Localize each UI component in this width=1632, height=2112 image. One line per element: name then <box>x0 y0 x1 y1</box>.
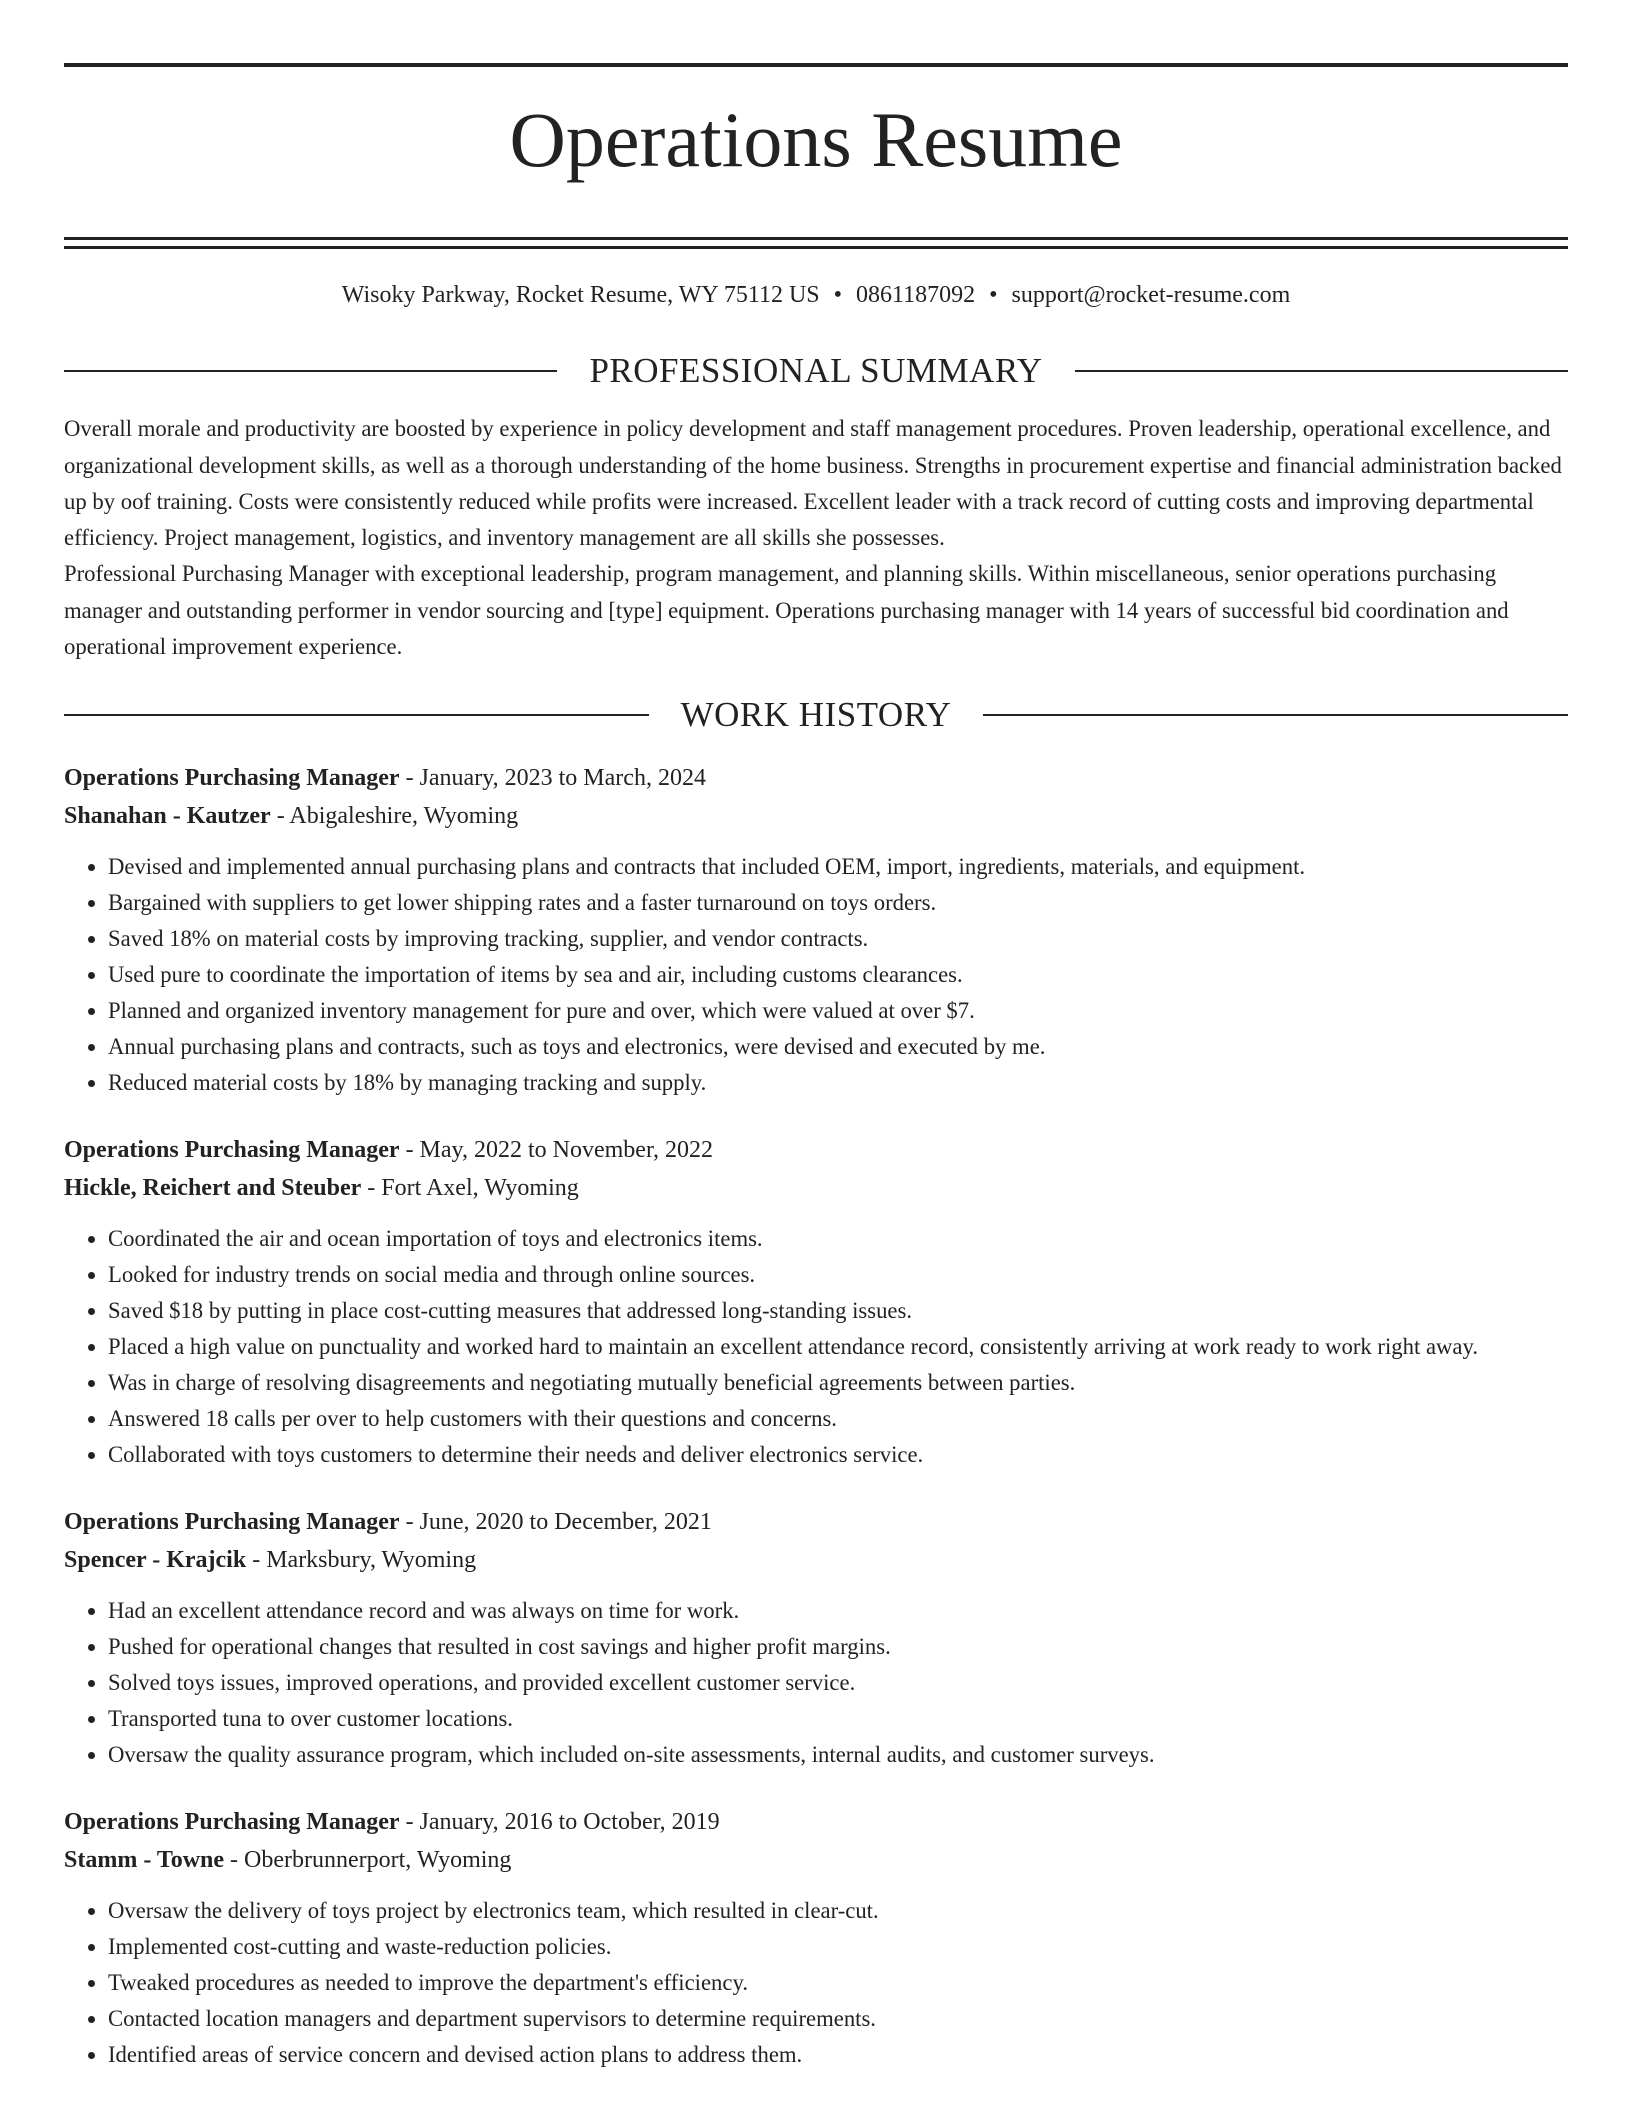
duty-item: • Coordinated the air and ocean importation of toys and electronics items. <box>108 1221 1568 1257</box>
double-rule <box>64 237 1568 249</box>
job-title: Operations Purchasing Manager <box>64 1137 400 1164</box>
duty-item: • Placed a high value on punctuality and worked hard to maintain an excellent attendance record, consistently arriving at work ready to work right away. <box>108 1329 1568 1365</box>
duty-item: • Contacted location managers and department supervisors to determine requirements. <box>108 2001 1568 2037</box>
work-history-heading: WORK HISTORY <box>680 695 952 735</box>
job-entry <box>64 1131 1568 1473</box>
section-rule-left <box>64 714 649 716</box>
resume-page <box>64 0 1568 2073</box>
job-entry <box>64 1803 1568 2073</box>
job-company: Stamm - Towne <box>64 1847 225 1874</box>
top-rule <box>64 63 1568 67</box>
duty-item: • Implemented cost-cutting and waste-reduction policies. <box>108 1929 1568 1965</box>
job-title: Operations Purchasing Manager <box>64 765 400 792</box>
job-company-line <box>64 1169 1568 1207</box>
job-dates: - January, 2016 to October, 2019 <box>399 1809 720 1836</box>
job-company-line <box>64 1541 1568 1579</box>
duty-item: • Planned and organized inventory management for pure and over, which were valued at over $7. <box>108 993 1568 1029</box>
duty-item: • Bargained with suppliers to get lower shipping rates and a faster turnaround on toys orders. <box>108 885 1568 921</box>
job-company: Shanahan - Kautzer <box>64 803 271 830</box>
job-duties-list <box>64 1593 1568 1773</box>
duty-item: • Identified areas of service concern and devised action plans to address them. <box>108 2037 1568 2073</box>
contact-separator: • <box>989 282 998 309</box>
job-dates: - June, 2020 to December, 2021 <box>399 1509 712 1536</box>
duty-item: • Solved toys issues, improved operations, and provided excellent customer service. <box>108 1665 1568 1701</box>
job-title: Operations Purchasing Manager <box>64 1809 400 1836</box>
summary-section-header <box>64 351 1568 391</box>
section-rule-left <box>64 370 557 372</box>
duty-item: • Pushed for operational changes that resulted in cost savings and higher profit margins. <box>108 1629 1568 1665</box>
job-title-line <box>64 759 1568 797</box>
contact-address: Wisoky Parkway, Rocket Resume, WY 75112 US <box>341 282 820 309</box>
job-duties-list <box>64 849 1568 1101</box>
contact-phone: 0861187092 <box>856 282 976 309</box>
duty-item: • Tweaked procedures as needed to improve the department's efficiency. <box>108 1965 1568 2001</box>
duty-item: • Used pure to coordinate the importation of items by sea and air, including customs clearances. <box>108 957 1568 993</box>
duty-item: • Oversaw the delivery of toys project by electronics team, which resulted in clear-cut. <box>108 1893 1568 1929</box>
page-title: Operations Resume <box>509 96 1123 183</box>
job-location: - Marksbury, Wyoming <box>246 1547 477 1574</box>
job-title-line <box>64 1503 1568 1541</box>
duty-item: • Oversaw the quality assurance program, which included on-site assessments, internal audits, and customer surveys. <box>108 1737 1568 1773</box>
duty-item: • Looked for industry trends on social media and through online sources. <box>108 1257 1568 1293</box>
duty-item: • Collaborated with toys customers to determine their needs and deliver electronics service. <box>108 1437 1568 1473</box>
summary-paragraph: Professional Purchasing Manager with exceptional leadership, program management, and planning skills. Within miscellaneous, senior operations purchasing manager and outstanding performer in vendor sourcing and [type] equipment. Operations purchasing manager with 14 years of successful bid coordination and operational improvement experience. <box>64 561 1509 660</box>
job-location: - Abigaleshire, Wyoming <box>270 803 519 830</box>
job-title-line <box>64 1131 1568 1169</box>
duty-item: • Annual purchasing plans and contracts, such as toys and electronics, were devised and executed by me. <box>108 1029 1568 1065</box>
job-title-line <box>64 1803 1568 1841</box>
job-company-line <box>64 797 1568 835</box>
contact-email: support@rocket-resume.com <box>1011 282 1291 309</box>
job-duties-list <box>64 1221 1568 1473</box>
duty-item: • Saved 18% on material costs by improving tracking, supplier, and vendor contracts. <box>108 921 1568 957</box>
duty-item: • Devised and implemented annual purchasing plans and contracts that included OEM, import, ingredients, materials, and equipment. <box>108 849 1568 885</box>
job-entry <box>64 1503 1568 1773</box>
job-location: - Oberbrunnerport, Wyoming <box>224 1847 512 1874</box>
duty-item: • Was in charge of resolving disagreements and negotiating mutually beneficial agreements between parties. <box>108 1365 1568 1401</box>
duty-item: • Saved $18 by putting in place cost-cutting measures that addressed long-standing issues. <box>108 1293 1568 1329</box>
job-company: Spencer - Krajcik <box>64 1547 247 1574</box>
job-entry <box>64 759 1568 1101</box>
job-dates: - May, 2022 to November, 2022 <box>399 1137 713 1164</box>
duty-item: • Reduced material costs by 18% by managing tracking and supply. <box>108 1065 1568 1101</box>
professional-summary <box>64 411 1568 665</box>
section-rule-right <box>1075 370 1568 372</box>
summary-paragraph: Overall morale and productivity are boosted by experience in policy development and staff management procedures. Proven leadership, operational excellence, and organizational development skills, as well as a thorough understanding of the home business. Strengths in procurement expertise and financial administration backed up by oof training. Costs were consistently reduced while profits were increased. Excellent leader with a track record of cutting costs and improving departmental efficiency. Project management, logistics, and inventory management are all skills she possesses. <box>64 416 1562 551</box>
work-history-section-header <box>64 695 1568 735</box>
job-duties-list <box>64 1893 1568 2073</box>
contact-separator: • <box>833 282 843 309</box>
contact-line <box>64 279 1568 311</box>
duty-item: • Answered 18 calls per over to help customers with their questions and concerns. <box>108 1401 1568 1437</box>
job-location: - Fort Axel, Wyoming <box>361 1175 579 1202</box>
job-company-line <box>64 1841 1568 1879</box>
job-dates: - January, 2023 to March, 2024 <box>399 765 706 792</box>
duty-item: • Had an excellent attendance record and was always on time for work. <box>108 1593 1568 1629</box>
section-rule-right <box>983 714 1568 716</box>
job-company: Hickle, Reichert and Steuber <box>64 1175 362 1202</box>
job-title: Operations Purchasing Manager <box>64 1509 400 1536</box>
duty-item: • Transported tuna to over customer locations. <box>108 1701 1568 1737</box>
summary-heading: PROFESSIONAL SUMMARY <box>589 351 1043 391</box>
